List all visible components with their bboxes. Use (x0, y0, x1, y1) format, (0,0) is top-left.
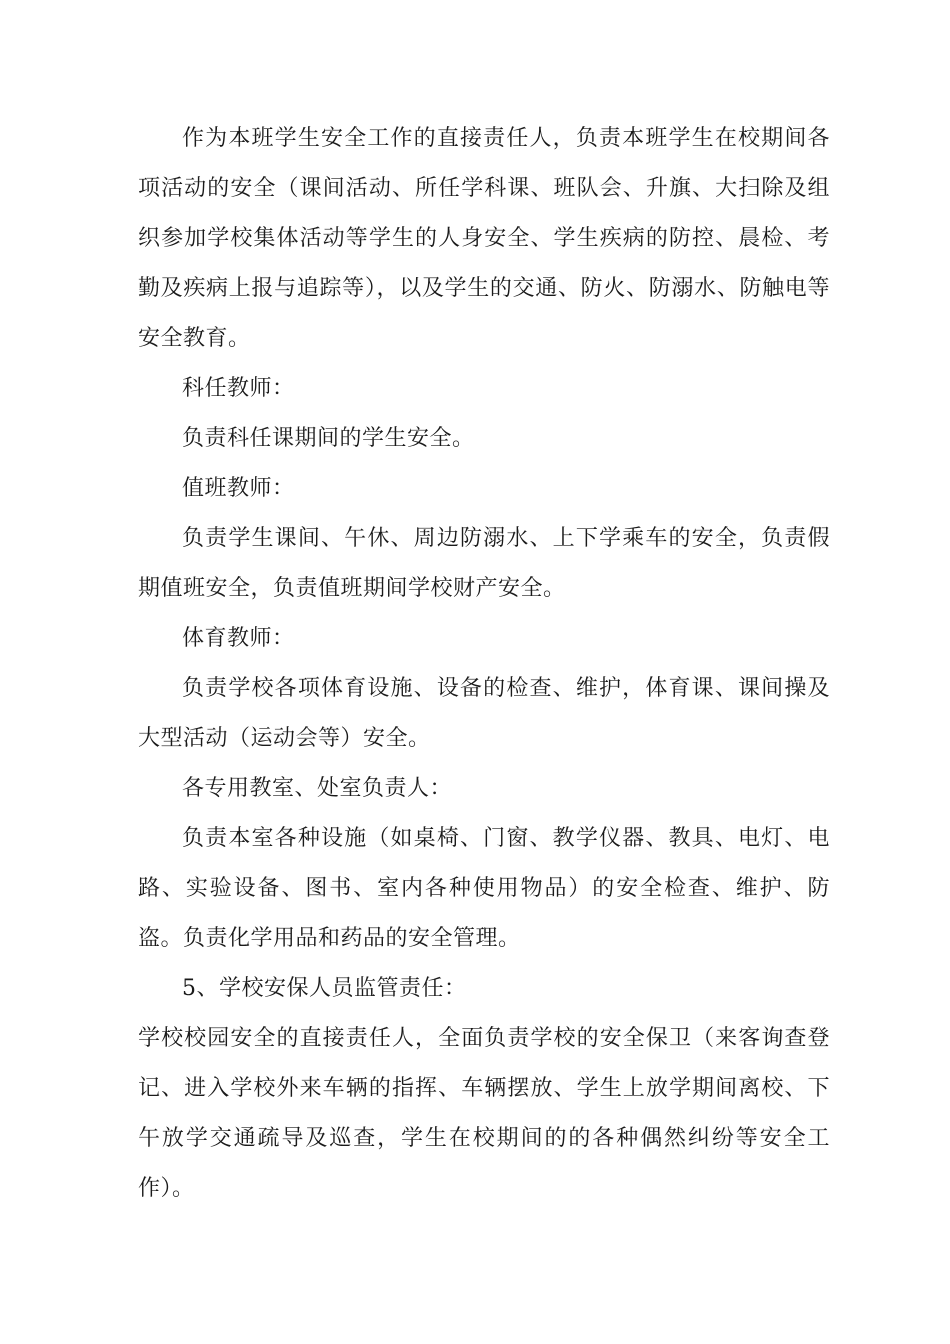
paragraph-pe-teacher-duties: 负责学校各项体育设施、设备的检查、维护，体育课、课间操及大型活动（运动会等）安全。 (138, 676, 830, 751)
paragraph-duty-teacher-duties: 负责学生课间、午休、周边防溺水、上下学乘车的安全，负责假期值班安全，负责值班期间学校财产安全。 (138, 526, 830, 601)
heading-pe-teacher: 体育教师： (182, 626, 295, 651)
document-body (138, 114, 830, 1214)
paragraph-security-staff-duties: 学校校园安全的直接责任人，全面负责学校的安全保卫（来客询查登记、进入学校外来车辆的指挥、车辆摆放、学生上放学期间离校、下午放学交通疏导及巡查，学生在校期间的的各种偶然纠纷等安全工作）。 (138, 1026, 830, 1201)
heading-duty-teacher: 值班教师： (182, 476, 295, 501)
heading-room-managers: 各专用教室、处室负责人： (182, 776, 453, 801)
paragraph-subject-teacher-duties: 负责科任课期间的学生安全。 (182, 426, 475, 451)
paragraph-class-teacher-duties: 作为本班学生安全工作的直接责任人，负责本班学生在校期间各项活动的安全（课间活动、所任学科课、班队会、升旗、大扫除及组织参加学校集体活动等学生的人身安全、学生疾病的防控、晨检、考勤及疾病上报与追踪等），以及学生的交通、防火、防溺水、防触电等安全教育。 (138, 126, 830, 351)
heading-subject-teacher: 科任教师： (182, 376, 295, 401)
heading-security-staff: 5、学校安保人员监管责任： (182, 976, 467, 1001)
paragraph-room-manager-duties: 负责本室各种设施（如桌椅、门窗、教学仪器、教具、电灯、电路、实验设备、图书、室内各种使用物品）的安全检查、维护、防盗。负责化学用品和药品的安全管理。 (138, 826, 830, 951)
